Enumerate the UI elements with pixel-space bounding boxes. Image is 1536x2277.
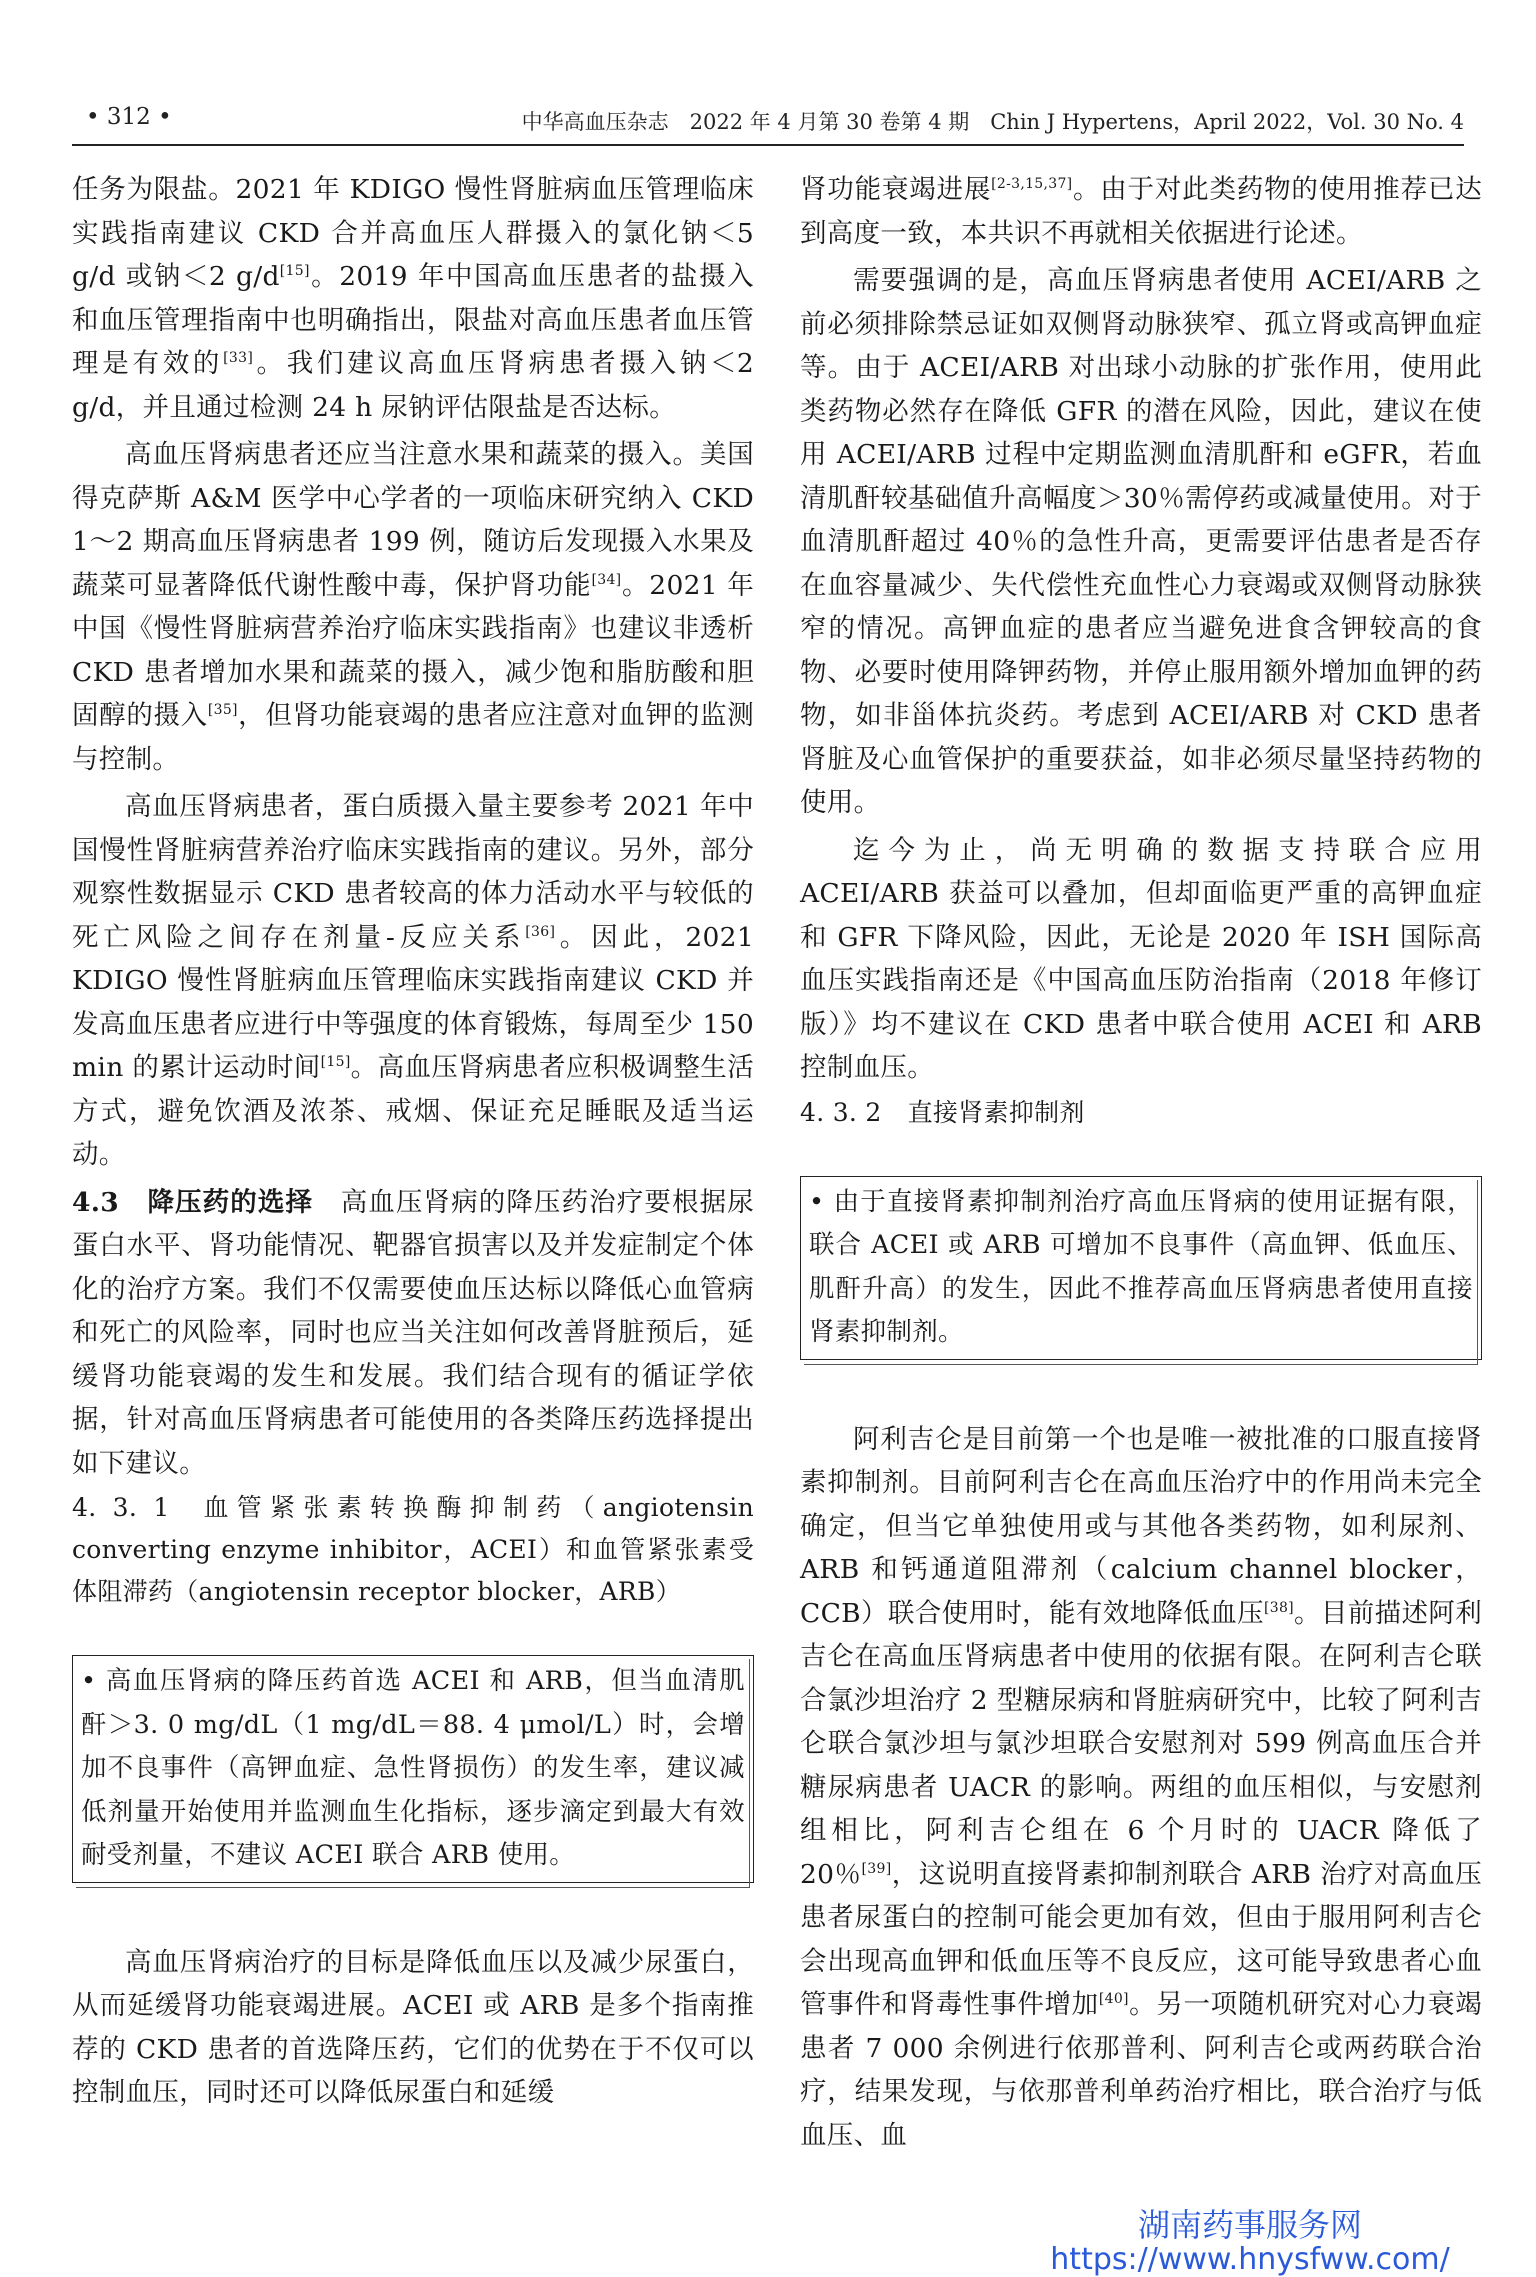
paragraph: 高血压肾病患者还应当注意水果和蔬菜的摄入。美国得克萨斯 A&M 医学中心学者的一项临床研究纳入 CKD 1～2 期高血压肾病患者 199 例，随访后发现摄入水果及蔬菜可显著降低代谢性酸中毒，保护肾功能[34]。2021 年中国《慢性肾脏病营养治疗临床实践指南》也建议非透析 CKD 患者增加水果和蔬菜的摄入，减少饱和脂肪酸和胆固醇的摄入[35]，但肾功能衰竭的患者应注意对血钾的监测与控制。: [72, 439, 755, 775]
paragraph: 高血压肾病患者，蛋白质摄入量主要参考 2021 年中国慢性肾脏病营养治疗临床实践指南的建议。另外，部分观察性数据显示 CKD 患者较高的体力活动水平与较低的死亡风险之间存在剂量-反应关系[36]。因此，2021 KDIGO 慢性肾脏病血压管理临床实践指南建议 CKD 并发高血压患者应进行中等强度的体育锻炼，每周至少 150 min 的累计运动时间[15]。高血压肾病患者应积极调整生活方式，避免饮酒及浓茶、戒烟、保证充足睡眠及适当运动。: [72, 791, 754, 1170]
watermark-site-name: 湖南药事服务网: [1137, 2206, 1362, 2244]
subsection-number: 4. 3. 1: [72, 1493, 170, 1522]
subsection-title: 血管紧张素转换酶抑制药（angiotensin converting enzyme inhibitor，ACEI）和血管紧张素受体阻滞药（angiotensin receptor blocker，ARB）: [72, 1493, 754, 1606]
subsection-number: 4. 3. 2: [800, 1097, 882, 1127]
section-4-3: 4.3 降压药的选择 高血压肾病的降压药治疗要根据尿蛋白水平、肾功能情况、靶器官损害以及并发症制定个体化的治疗方案。我们不仅需要使血压达标以降低心血管病和死亡的风险率，同时也应当关注如何改善肾脏预后，延缓肾功能衰竭的发生和发展。我们结合现有的循证学依据，针对高血压肾病患者可能使用的各类降压药选择提出如下建议。: [72, 1186, 754, 1479]
recommendation-box: • 高血压肾病的降压药首选 ACEI 和 ARB，但当血清肌酐＞3. 0 mg/dL（1 mg/dL＝88. 4 μmol/L）时，会增加不良事件（高钾血症、急性肾损伤）的发生率，建议减低剂量开始使用并监测血生化指标，逐步滴定到最大有效耐受剂量，不建议 ACEI 联合 ARB 使用。: [72, 1655, 754, 1883]
page-number: • 312 •: [86, 104, 172, 130]
citation[interactable]: [15]: [279, 263, 310, 279]
paragraph: 任务为限盐。2021 年 KDIGO 慢性肾脏病血压管理临床实践指南建议 CKD 合并高血压人群摄入的氯化钠＜5 g/d 或钠＜2 g/d[15]。2019 年中国高血压患者的盐摄入和血压管理指南中也明确指出，限盐对高血压患者血压管理是有效的[33]。我们建议高血压肾病患者摄入钠＜2 g/d，并且通过检测 24 h 尿钠评估限盐是否达标。: [72, 174, 755, 423]
paragraph: 迄今为止，尚无明确的数据支持联合应用 ACEI/ARB 获益可以叠加，但却面临更严重的高钾血症和 GFR 下降风险，因此，无论是 2020 年 ISH 国际高血压实践指南还是《中国高血压防治指南（2018 年修订版）》均不建议在 CKD 患者中联合使用 ACEI 和 ARB 控制血压。: [800, 834, 1482, 1083]
section-number: 4.3: [72, 1186, 120, 1218]
left-column: [72, 168, 754, 2115]
subsection-4-3-1-heading: [72, 1487, 754, 1613]
recommendation-box: • 由于直接肾素抑制剂治疗高血压肾病的使用证据有限，联合 ACEI 或 ARB 可增加不良事件（高血钾、低血压、肌酐升高）的发生，因此不推荐高血压肾病患者使用直接肾素抑制剂。: [800, 1176, 1482, 1360]
citation[interactable]: [35]: [207, 702, 238, 718]
journal-info: 中华高血压杂志 2022 年 4 月第 30 卷第 4 期 Chin J Hypertens，April 2022，Vol. 30 No. 4: [521, 110, 1464, 134]
citation[interactable]: [36]: [525, 923, 556, 940]
subsection-title: 直接肾素抑制剂: [907, 1097, 1085, 1127]
citation[interactable]: [38]: [1263, 1599, 1294, 1616]
paragraph: 需要强调的是，高血压肾病患者使用 ACEI/ARB 之前必须排除禁忌证如双侧肾动脉狭窄、孤立肾或高钾血症等。由于 ACEI/ARB 对出球小动脉的扩张作用，使用此类药物必然存在降低 GFR 的潜在风险，因此，建议在使用 ACEI/ARB 过程中定期监测血清肌酐和 eGFR，若血清肌酐较基础值升高幅度＞30％需停药或减量使用。对于血清肌酐超过 40％的急性升高，更需要评估患者是否存在血容量减少、失代偿性充血性心力衰竭或双侧肾动脉狭窄的情况。高钾血症的患者应当避免进食含钾较高的食物、必要时使用降钾药物，并停止服用额外增加血钾的药物，如非甾体抗炎药。考虑到 ACEI/ARB 对 CKD 患者肾脏及心血管保护的重要获益，如非必须尽量坚持药物的使用。: [800, 265, 1482, 818]
citation[interactable]: [39]: [861, 1860, 892, 1877]
watermark-url[interactable]: https://www.hnysfww.com/: [1050, 2242, 1450, 2277]
right-column: [800, 168, 1482, 2157]
citation[interactable]: [2-3,15,37]: [991, 176, 1073, 192]
paragraph: 阿利吉仑是目前第一个也是唯一被批准的口服直接肾素抑制剂。目前阿利吉仑在高血压治疗中的作用尚未完全确定，但当它单独使用或与其他各类药物，如利尿剂、ARB 和钙通道阻滞剂（calcium channel blocker，CCB）联合使用时，能有效地降低血压[38]。目前描述阿利吉仑在高血压肾病患者中使用的依据有限。在阿利吉仑联合氯沙坦治疗 2 型糖尿病和肾脏病研究中，比较了阿利吉仑联合氯沙坦与氯沙坦联合安慰剂对 599 例高血压合并糖尿病患者 UACR 的影响。两组的血压相似，与安慰剂组相比，阿利吉仑组在 6 个月时的 UACR 降低了 20％[39]，这说明直接肾素抑制剂联合 ARB 治疗对高血压患者尿蛋白的控制可能会更加有效，但由于服用阿利吉仑会出现高血钾和低血压等不良反应，这可能导致患者心血管事件和肾毒性事件增加[40]。另一项随机研究对心力衰竭患者 7 000 余例进行依那普利、阿利吉仑或两药联合治疗，结果发现，与依那普利单药治疗相比，联合治疗与低血压、血: [800, 1423, 1482, 2151]
citation[interactable]: [34]: [591, 571, 622, 588]
citation[interactable]: [33]: [223, 350, 254, 366]
citation[interactable]: [40]: [1098, 1991, 1129, 2007]
subsection-4-3-2-heading: [800, 1092, 1482, 1134]
page-header: [72, 100, 1464, 146]
paragraph: 肾功能衰竭进展[2-3,15,37]。由于对此类药物的使用推荐已达到高度一致，本共识不再就相关依据进行论述。: [800, 174, 1482, 249]
paragraph: 高血压肾病治疗的目标是降低血压以及减少尿蛋白，从而延缓肾功能衰竭进展。ACEI 或 ARB 是多个指南推荐的 CKD 患者的首选降压药，它们的优势在于不仅可以控制血压，同时还可以降低尿蛋白和延缓: [72, 1946, 754, 2108]
section-title: 降压药的选择: [147, 1186, 314, 1218]
citation[interactable]: [15]: [320, 1054, 351, 1070]
